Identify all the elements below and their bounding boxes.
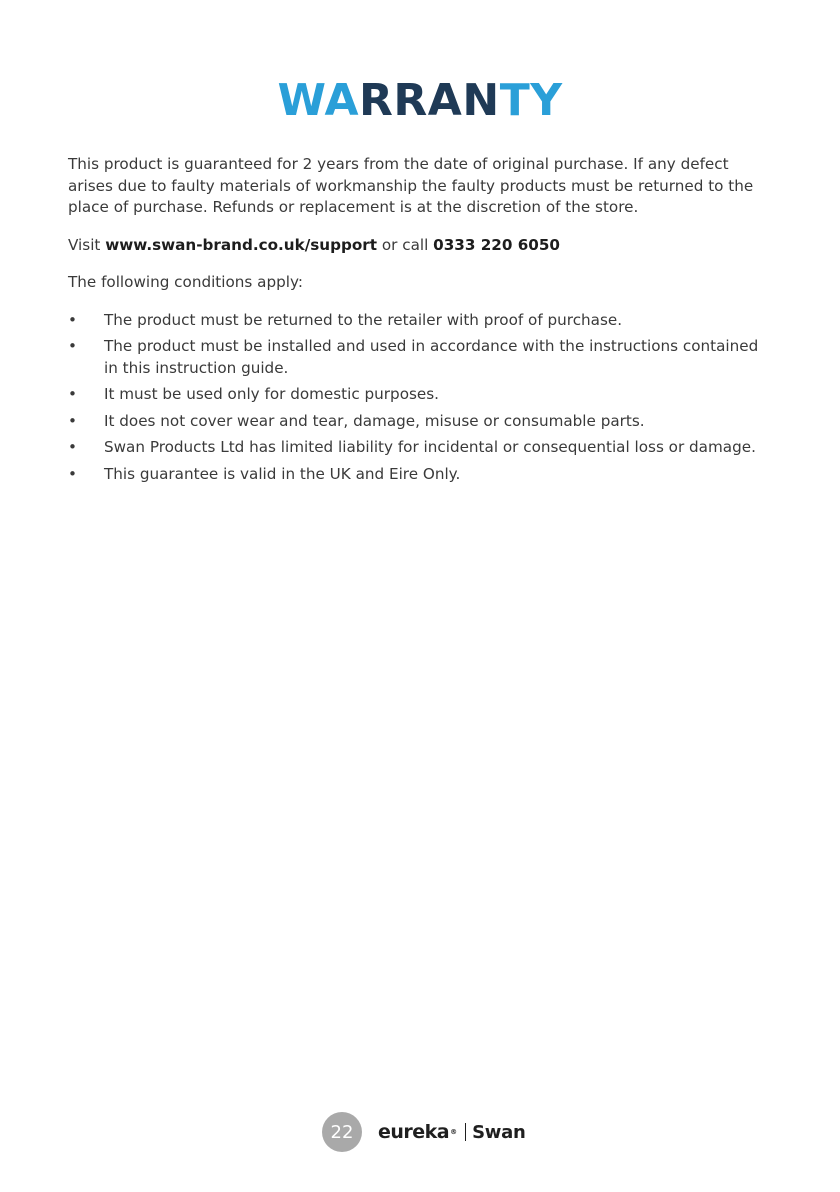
support-url: www.swan-brand.co.uk/support (105, 235, 378, 254)
phone-number: 0333 220 6050 (433, 235, 560, 254)
condition-text: Swan Products Ltd has limited liability for incidental or consequential loss or damage. (104, 438, 756, 456)
list-item (68, 310, 768, 332)
title-part-2: RRAN (359, 75, 500, 126)
call-text: or call (377, 235, 434, 254)
conditions-heading: The following conditions apply: (68, 273, 303, 291)
condition-text: The product must be returned to the retailer with proof of purchase. (104, 310, 623, 329)
title-part-1: WA (277, 75, 360, 126)
logo-divider (465, 1123, 466, 1141)
registered-mark: ® (450, 1128, 458, 1136)
bullet-icon: • (68, 438, 77, 456)
list-item (68, 437, 768, 459)
condition-text: It must be used only for domestic purposes. (104, 385, 439, 403)
bullet-icon: • (68, 385, 77, 403)
list-item (68, 411, 768, 433)
list-item (68, 384, 768, 406)
contact-line (68, 235, 768, 257)
condition-text: The product must be installed and used in accordance with the instructions contained in this instruction guide. (104, 337, 759, 377)
list-item (68, 336, 768, 379)
page-title (0, 76, 840, 126)
page-footer (322, 1110, 526, 1154)
swan-logo: Swan (472, 1121, 526, 1143)
bullet-icon: • (68, 337, 77, 355)
bullet-icon: • (68, 310, 77, 329)
brand-logos (378, 1121, 526, 1143)
warranty-body (68, 154, 768, 490)
title-part-3: TY (499, 75, 563, 126)
intro-paragraph: This product is guaranteed for 2 years from the date of original purchase. If any defect arises due to faulty materials of workmanship the faulty products must be returned to the place of purchase. Refunds or replacement is at the discretion of the store. (68, 155, 754, 216)
bullet-icon: • (68, 464, 77, 483)
page-number-badge: 22 (322, 1112, 362, 1152)
condition-text: It does not cover wear and tear, damage, misuse or consumable parts. (104, 411, 645, 430)
list-item (68, 464, 768, 486)
condition-text: This guarantee is valid in the UK and Eire Only. (104, 464, 461, 483)
conditions-list (68, 310, 768, 486)
visit-prefix: Visit (68, 235, 106, 254)
eureka-logo: eureka (378, 1121, 450, 1143)
bullet-icon: • (68, 411, 77, 430)
